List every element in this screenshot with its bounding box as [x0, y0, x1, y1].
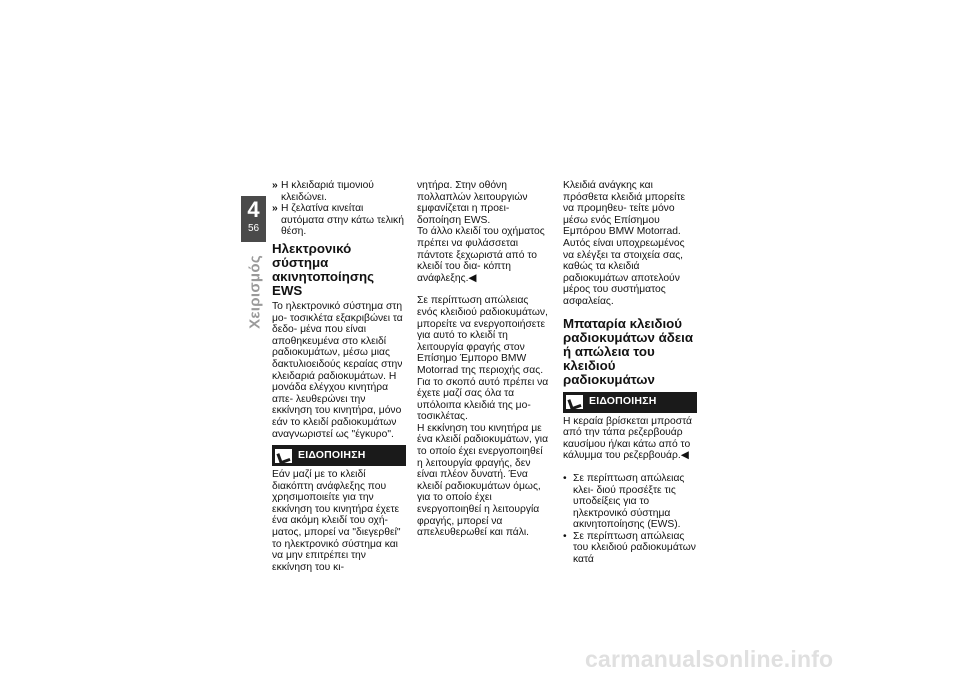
- result-text: Η κλειδαριά τιμονιού κλειδώνει.: [281, 180, 374, 203]
- paragraph: νητήρα. Στην οθόνη πολλαπλών λειτουργιών εμφανίζεται η προει- δοποίηση EWS.: [417, 180, 528, 226]
- paragraph: Το άλλο κλειδί του οχήματος πρέπει να φυλάσσεται πάντοτε ξεχωριστά από το κλειδί του δια- κόπτη ανάφλεξης.◀: [417, 226, 545, 284]
- column-3: [563, 180, 697, 566]
- arrow-bullet-icon: »: [272, 180, 278, 191]
- section-heading: Μπαταρία κλειδιού ραδιοκυμάτων άδεια ή απώλεια του κλειδιού ραδιοκυμάτων: [563, 315, 694, 387]
- chapter-number: 4: [247, 197, 260, 222]
- column-1: [272, 180, 406, 573]
- paragraph: Το ηλεκτρονικό σύστημα στη μο- τοσικλέτα εξακριβώνει τα δεδο- μένα που είναι αποθηκευμένα στο κλειδί ραδιοκυμάτων, μέσω μιας δακτυλιοειδούς κεραίας στην κλειδαριά ραδιοκυμάτων. Η μονάδα ελέγχου κινητήρα απε- λευθερώνει την εκκίνηση του κινητήρα, μόνο εάν το κλειδί ραδιοκυμάτων αναγνωριστεί ως "έγκυρο".: [272, 300, 403, 440]
- bullet-icon: •: [563, 472, 567, 484]
- chapter-tab: [241, 196, 266, 242]
- notice-icon: [566, 395, 583, 409]
- section-title-vertical: [245, 242, 265, 342]
- column-2: [417, 180, 551, 539]
- notice-icon: [275, 449, 292, 463]
- page-number: 56: [247, 223, 260, 234]
- list-item: [563, 473, 697, 531]
- paragraph: Σε περίπτωση απώλειας ενός κλειδιού ραδιοκυμάτων, μπορείτε να ενεργοποιήσετε για αυτό το κλειδί τη λειτουργία φραγής στον Επίσημο Έμπορο BMW Motorrad της περιοχής σας. Για το σκοπό αυτό πρέπει να έχετε μαζί σας όλα τα υπόλοιπα κλειδιά της μο- τοσικλέτας.: [417, 295, 549, 423]
- result-item: [272, 180, 406, 203]
- list-item-text: Σε περίπτωση απώλειας κλει- διού προσέξτε τις υποδείξεις για το ηλεκτρονικό σύστημα ακινητοποίησης (EWS).: [573, 472, 685, 531]
- list-item-text: Σε περίπτωση απώλειας του κλειδιού ραδιοκυμάτων κατά: [573, 530, 696, 566]
- paragraph: Εάν μαζί με το κλειδί διακόπτη ανάφλεξης που χρησιμοποιείτε για την εκκίνηση του κινητήρα έχετε ένα ακόμη κλειδί του οχή- ματος, μπορεί να "διεγερθεί" το ηλεκτρονικό σύστημα και να μην επιτρέπει την εκκίνηση του κι-: [272, 469, 401, 573]
- notice-banner: [563, 392, 697, 413]
- notice-banner: [272, 445, 406, 466]
- arrow-bullet-icon: »: [272, 203, 278, 215]
- watermark: carmanualsonline.info: [585, 646, 834, 672]
- section-heading: Ηλεκτρονικό σύστημα ακινητοποίησης EWS: [272, 240, 374, 298]
- section-title: Χειρισμός: [246, 255, 264, 329]
- bullet-list: [563, 473, 697, 566]
- paragraph: Η κεραία βρίσκεται μπροστά από την τάπα ρεζερβουάρ καυσίμου ή/και κάτω από το κάλυμμα του ρεζερβουάρ.◀: [563, 415, 692, 462]
- notice-label: ΕΙΔΟΠΟΙΗΣΗ: [589, 395, 657, 408]
- paragraph: Η εκκίνηση του κινητήρα με ένα κλειδί ραδιοκυμάτων, για το οποίο έχει ενεργοποιηθεί η λειτουργία φραγής, δεν είναι πλέον δυνατή. Ένα κλειδί ραδιοκυμάτων όμως, για το οποίο έχει ενεργοποιηθεί η λειτουργία φραγής, μπορεί να απελευθερωθεί και πάλι.: [417, 422, 549, 539]
- result-text: Η ζελατίνα κινείται αυτόματα στην κάτω τελική θέση.: [281, 203, 404, 238]
- result-item: [272, 203, 406, 238]
- list-item: [563, 531, 697, 566]
- notice-label: ΕΙΔΟΠΟΙΗΣΗ: [298, 448, 366, 461]
- paragraph: Κλειδιά ανάγκης και πρόσθετα κλειδιά μπορείτε να προμηθευ- τείτε μόνο μέσω ενός Επίσημου Εμπόρου BMW Motorrad. Αυτός είναι υποχρεωμένος να ελέγξει τα στοιχεία σας, καθώς τα κλειδιά ραδιοκυμάτων αποτελούν μέρος του συστήματος ασφαλείας.: [563, 180, 686, 307]
- bullet-icon: •: [563, 530, 567, 542]
